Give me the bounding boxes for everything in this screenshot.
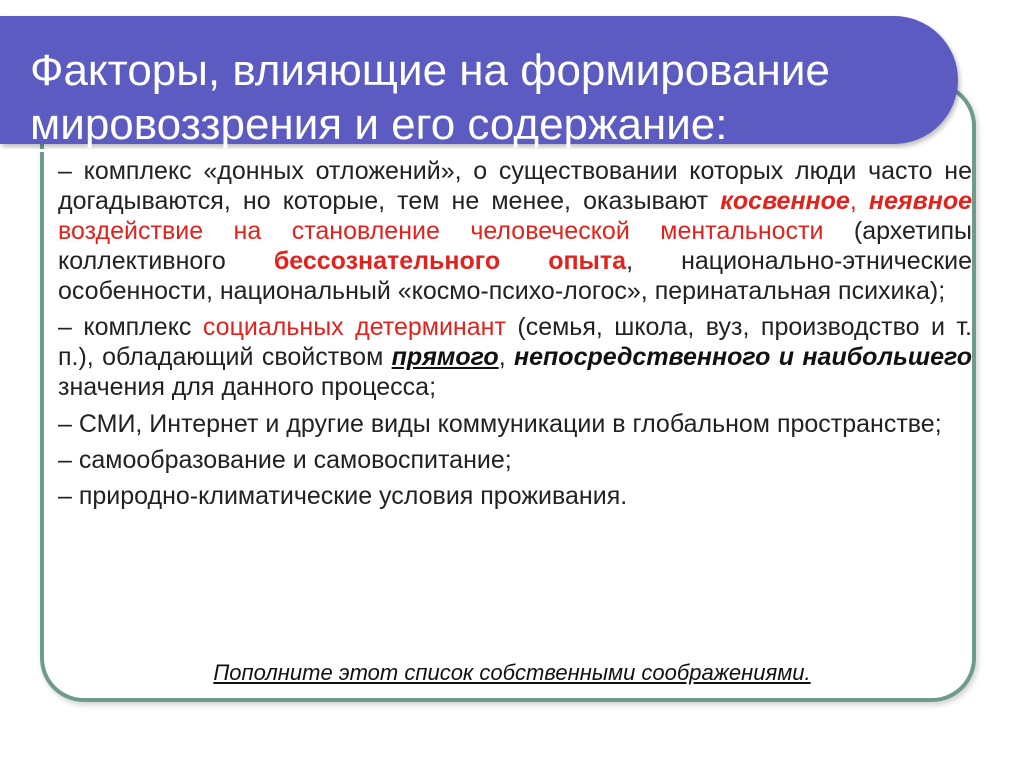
text-segment: (семья, школа, вуз, производство и т. п.), обладающий свойством [58, 313, 973, 371]
emphasis-immediate-greatest: непосредственного и наибольшего [514, 343, 972, 371]
text-segment: – комплекс «донных отложений», о существовании которых люди часто не догадываются, но которые, тем не менее, оказывают [58, 157, 972, 215]
slide-title [30, 44, 930, 152]
highlight-implicit: неявное [868, 187, 972, 215]
text-segment: , [498, 343, 515, 371]
text-segment: , [849, 187, 869, 215]
factor-item-media: – СМИ, Интернет и другие виды коммуникации в глобальном пространстве; [58, 410, 942, 438]
text-segment: , национально-этнические особенности, национальный «космо-психо-логос», перинатальная психика); [58, 247, 972, 305]
title-line-2: мировоззрения и его содержание: [30, 100, 728, 149]
title-line-1: Факторы, влияющие на формирование [30, 46, 830, 95]
factor-item-unconscious [58, 156, 972, 306]
title-bar [0, 16, 958, 149]
highlight-indirect: косвенное [720, 187, 850, 215]
factor-item-climate: – природно-климатические условия проживания. [58, 482, 628, 510]
factor-list [58, 156, 972, 516]
highlight-unconscious-experience: бессознательного опыта [273, 247, 627, 275]
footer-prompt: Пополните этот список собственными соображениями. [213, 660, 811, 685]
factor-item-self-education: – самообразование и самовоспитание; [58, 446, 512, 474]
highlight-influence: воздействие на становление человеческой ментальности [58, 217, 824, 245]
emphasis-direct: прямого [391, 343, 499, 371]
highlight-social-determinants: социальных детерминант [202, 313, 506, 341]
text-segment: – комплекс [58, 313, 203, 341]
title-underline [0, 149, 905, 152]
factor-item-social [58, 312, 972, 402]
text-segment: (архетипы коллективного [58, 217, 972, 275]
text-segment: значения для данного процесса; [58, 373, 437, 401]
